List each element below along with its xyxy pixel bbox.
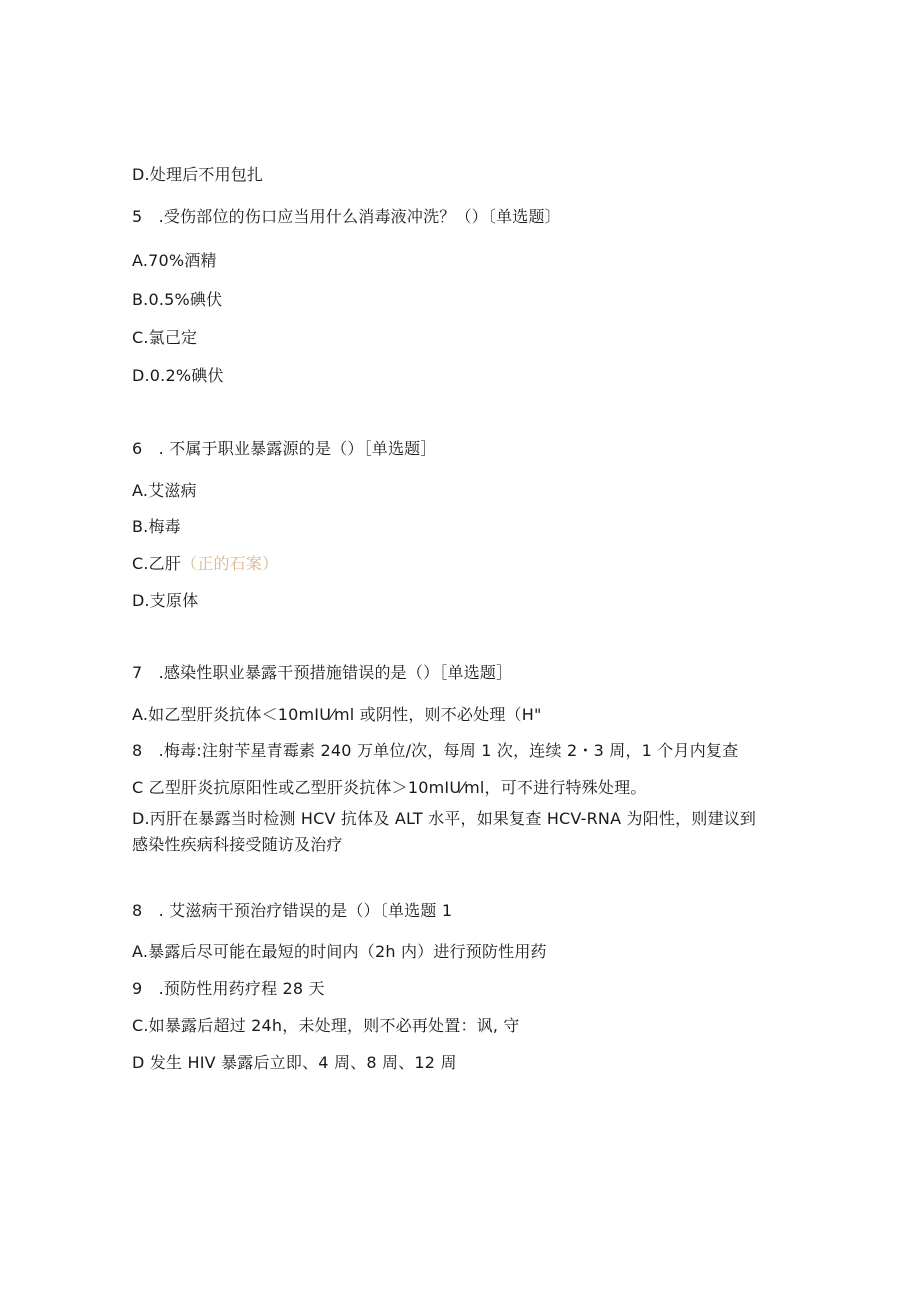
q5-option-a: A.70%酒精 xyxy=(132,251,217,270)
q6-option-d: D.支原体 xyxy=(132,591,199,610)
q5-option-d: D.0.2%碘伏 xyxy=(132,366,224,385)
q7-option-d-continued: 感染性疾病科接受随访及治疗 xyxy=(132,835,343,854)
q5-option-b: B.0.5%碘伏 xyxy=(132,290,223,309)
question-6: 6 . 不属于职业暴露源的是（）［单选题］ xyxy=(132,439,437,458)
q6-option-c xyxy=(132,554,278,574)
question-8: 8 . 艾滋病干预治疗错误的是（）〔单选题 1 xyxy=(132,901,453,920)
q8-option-b: 9 .预防性用药疗程 28 天 xyxy=(132,979,325,998)
q7-option-b: 8 .梅毒:注射苄星青霉素 240 万单位/次，每周 1 次，连续 2・3 周，1 个月内复查 xyxy=(132,741,739,760)
q7-option-c: C 乙型肝炎抗原阳性或乙型肝炎抗体＞10mIU⁄ml，可不进行特殊处理。 xyxy=(132,778,647,797)
q5-option-c: C.氯己定 xyxy=(132,328,198,347)
q8-option-a: A.暴露后尽可能在最短的时间内（2h 内）进行预防性用药 xyxy=(132,942,547,961)
question-7: 7 .感染性职业暴露干预措施错误的是（）［单选题］ xyxy=(132,663,513,682)
q8-option-d: D 发生 HIV 暴露后立即、4 周、8 周、12 周 xyxy=(132,1053,457,1072)
question-5: 5 .受伤部位的伤口应当用什么消毒液冲洗？（）〔单选题〕 xyxy=(132,207,561,226)
q4-option-d: D.处理后不用包扎 xyxy=(132,165,264,184)
q6-option-b: B.梅毒 xyxy=(132,517,181,536)
q6-option-a: A.艾滋病 xyxy=(132,481,197,500)
q7-option-d: D.丙肝在暴露当时检测 HCV 抗体及 ALT 水平，如果复查 HCV-RNA 为阳性，则建议到 xyxy=(132,809,757,828)
q7-option-a: A.如乙型肝炎抗体＜10mIU⁄ml 或阴性，则不必处理（H" xyxy=(132,705,542,724)
q6-option-c-text: C.乙肝 xyxy=(132,554,182,573)
correct-answer-hint: （正的石案） xyxy=(181,554,279,573)
q8-option-c: C.如暴露后超过 24h，未处理，则不必再处置：讽, 守 xyxy=(132,1016,520,1035)
